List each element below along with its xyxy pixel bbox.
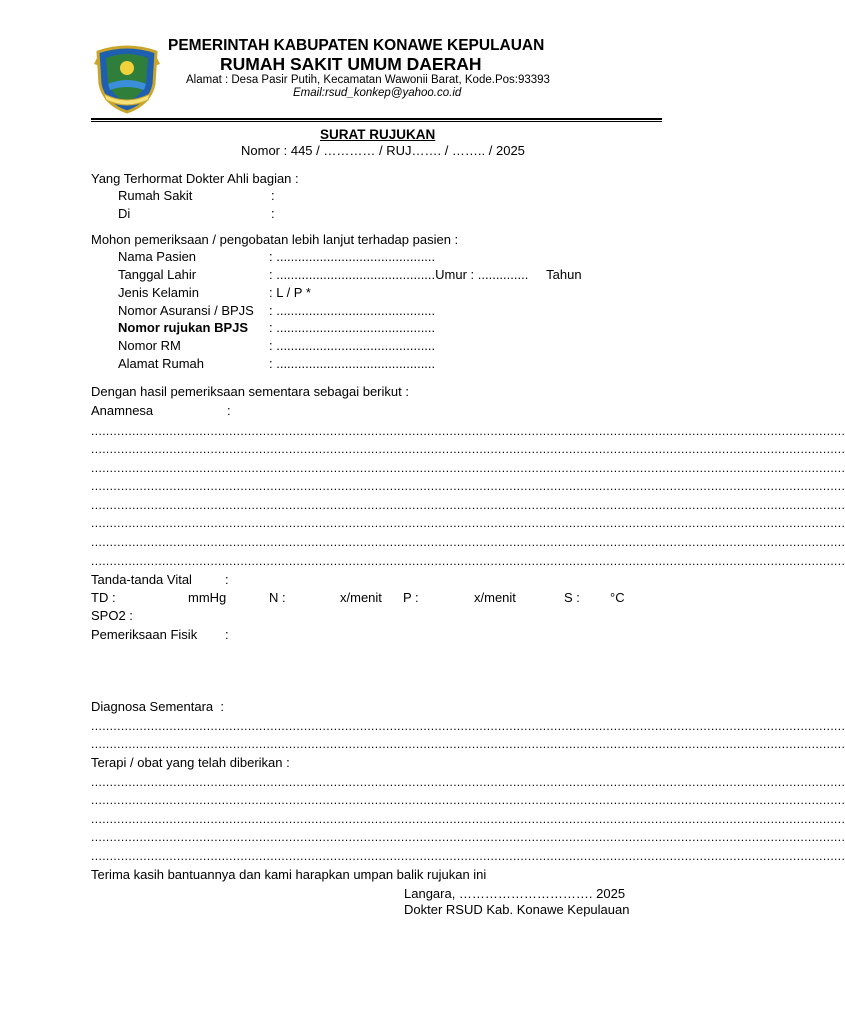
therapy-line: .......................................................................................................................................................................................................... <box>91 812 845 826</box>
gender-label: Jenis Kelamin <box>118 285 199 300</box>
physical-exam-colon: : <box>225 627 229 642</box>
insurance-value: : ............................................ <box>269 303 436 318</box>
temperature-label: S : <box>564 590 580 605</box>
signer-title: Dokter RSUD Kab. Konawe Kepulauan <box>404 902 630 917</box>
birthdate-label: Tanggal Lahir <box>118 267 197 282</box>
anamnesa-line: .......................................................................................................................................................................................................... <box>91 424 845 438</box>
place-date: Langara, …………………………. 2025 <box>404 886 626 901</box>
pulse-unit: x/menit <box>340 590 382 605</box>
closing-thanks: Terima kasih bantuannya dan kami harapkan umpan balik rujukan ini <box>91 867 487 882</box>
therapy-label: Terapi / obat yang telah diberikan : <box>91 755 290 770</box>
patient-name-value: : ............................................ <box>269 249 436 264</box>
medical-record-label: Nomor RM <box>118 338 181 353</box>
letterhead-divider <box>91 118 662 120</box>
anamnesa-line: .......................................................................................................................................................................................................... <box>91 479 845 493</box>
spo2-label: SPO2 : <box>91 608 133 623</box>
addressee-hospital-label: Rumah Sakit <box>118 188 193 203</box>
anamnesa-line: .......................................................................................................................................................................................................... <box>91 461 845 475</box>
diagnosis-line: .......................................................................................................................................................................................................... <box>91 737 845 751</box>
td-label: TD : <box>91 590 116 605</box>
diagnosis-label: Diagnosa Sementara : <box>91 699 224 714</box>
birthdate-value: : ............................................Umur : .............. Tahun <box>269 267 582 282</box>
therapy-line: .......................................................................................................................................................................................................... <box>91 775 845 789</box>
anamnesa-line: .......................................................................................................................................................................................................... <box>91 442 845 456</box>
physical-exam-label: Pemeriksaan Fisik <box>91 627 198 642</box>
anamnesa-line: .......................................................................................................................................................................................................... <box>91 554 845 568</box>
respiration-unit: x/menit <box>474 590 516 605</box>
therapy-line: .......................................................................................................................................................................................................... <box>91 830 845 844</box>
document-number: Nomor : 445 / ………… / RUJ……. / …….. / 2025 <box>241 143 525 158</box>
home-address-value: : ............................................ <box>269 356 436 371</box>
hospital-email: Email:rsud_konkep@yahoo.co.id <box>293 87 462 99</box>
mmhg-unit: mmHg <box>188 590 227 605</box>
respiration-label: P : <box>403 590 419 605</box>
vitals-colon: : <box>225 572 229 587</box>
hospital-name: RUMAH SAKIT UMUM DAERAH <box>220 54 482 74</box>
regency-emblem <box>94 42 160 114</box>
patient-intro: Mohon pemeriksaan / pengobatan lebih lanjut terhadap pasien : <box>91 232 459 247</box>
gender-value: : L / P * <box>269 285 311 300</box>
temperature-unit: °C <box>610 590 625 605</box>
government-name: PEMERINTAH KABUPATEN KONAWE KEPULAUAN <box>168 37 545 54</box>
addressee-intro: Yang Terhormat Dokter Ahli bagian : <box>91 171 299 186</box>
anamnesa-colon: : <box>227 403 231 418</box>
bpjs-referral-value: : ............................................ <box>269 320 436 335</box>
vitals-label: Tanda-tanda Vital <box>91 572 192 587</box>
therapy-line: .......................................................................................................................................................................................................... <box>91 849 845 863</box>
medical-record-value: : ............................................ <box>269 338 436 353</box>
addressee-location-value: : <box>271 206 275 221</box>
anamnesa-line: .......................................................................................................................................................................................................... <box>91 535 845 549</box>
exam-intro: Dengan hasil pemeriksaan sementara sebagai berikut : <box>91 384 409 399</box>
document-title: SURAT RUJUKAN <box>320 127 436 142</box>
home-address-label: Alamat Rumah <box>118 356 204 371</box>
anamnesa-label: Anamnesa <box>91 403 154 418</box>
patient-name-label: Nama Pasien <box>118 249 197 264</box>
addressee-location-label: Di <box>118 206 131 221</box>
anamnesa-line: .......................................................................................................................................................................................................... <box>91 498 845 512</box>
diagnosis-line: .......................................................................................................................................................................................................... <box>91 719 845 733</box>
hospital-address: Alamat : Desa Pasir Putih, Kecamatan Wawonii Barat, Kode.Pos:93393 <box>186 74 550 86</box>
anamnesa-line: .......................................................................................................................................................................................................... <box>91 516 845 530</box>
bpjs-referral-label: Nomor rujukan BPJS <box>118 320 249 335</box>
addressee-hospital-value: : <box>271 188 275 203</box>
pulse-label: N : <box>269 590 286 605</box>
letterhead-divider-thin <box>91 121 662 122</box>
therapy-line: .......................................................................................................................................................................................................... <box>91 793 845 807</box>
insurance-label: Nomor Asuransi / BPJS <box>118 303 254 318</box>
